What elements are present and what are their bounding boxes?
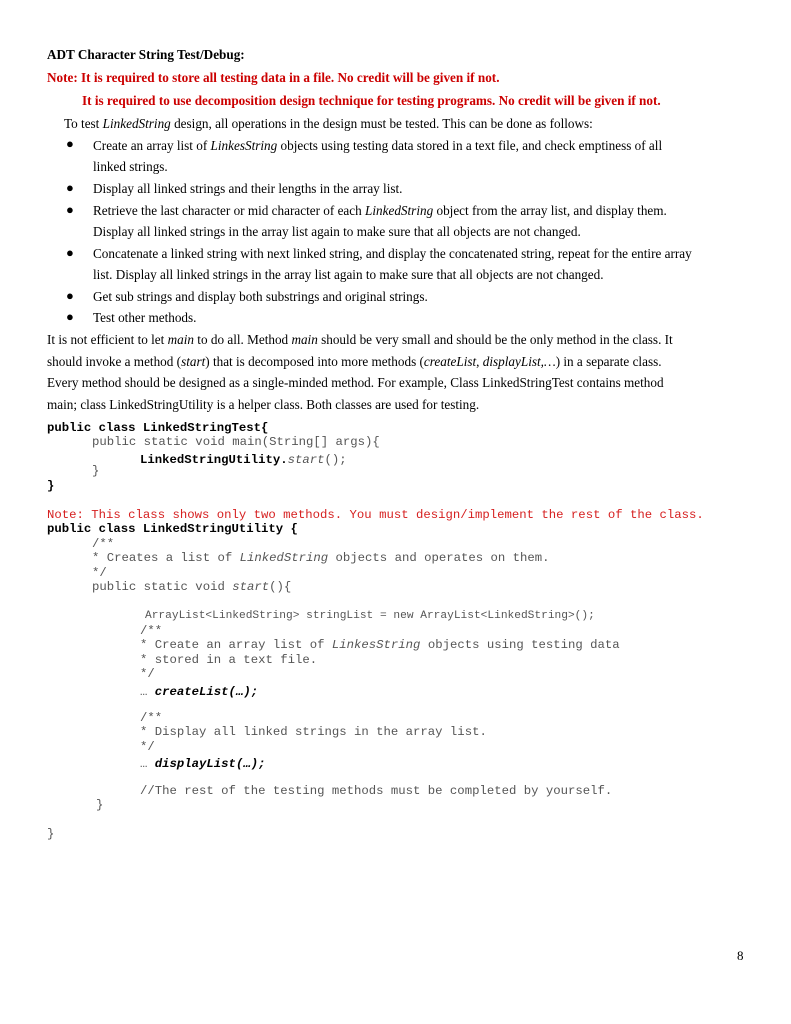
paragraph-line: It is not efficient to let main to do all. Method main should be very small and should be the only method in the class. It (47, 332, 673, 347)
code-line: ArrayList<LinkedString> stringList = new ArrayList<LinkedString>(); (145, 610, 595, 622)
bullet-icon: ● (66, 202, 74, 217)
note-decomposition-requirement: It is required to use decomposition design technique for testing programs. No credit will be given if not. (82, 93, 661, 108)
bullet-item-substrings: Get sub strings and display both substrings and original strings. (93, 289, 428, 304)
note-file-requirement: Note: It is required to store all testing data in a file. No credit will be given if not. (47, 70, 500, 85)
page-heading: ADT Character String Test/Debug: (47, 47, 245, 62)
code-comment: //The rest of the testing methods must be completed by yourself. (140, 784, 613, 798)
code-comment: */ (92, 566, 107, 580)
code-comment: /** (92, 537, 115, 551)
bullet-item-concatenate: Concatenate a linked string with next linked string, and display the concatenated string, repeat for the entire array (93, 246, 692, 261)
bullet-item-create-list-cont: linked strings. (93, 159, 168, 174)
code-line: } (47, 827, 55, 841)
code-note: Note: This class shows only two methods. You must design/implement the rest of the class. (47, 508, 704, 522)
bullet-icon: ● (66, 288, 74, 303)
intro-paragraph: To test LinkedString design, all operations in the design must be tested. This can be done as follows: (64, 116, 593, 131)
paragraph-line: should invoke a method (start) that is decomposed into more methods (createList, displayList,…) in a separate class. (47, 354, 662, 369)
code-comment: /** (140, 624, 163, 638)
bullet-item-display-list: Display all linked strings and their lengths in the array list. (93, 181, 403, 196)
paragraph-line: Every method should be designed as a single-minded method. For example, Class LinkedStringTest contains method (47, 375, 664, 390)
bullet-item-concatenate-cont: list. Display all linked strings in the array list again to make sure that all objects are not changed. (93, 267, 604, 282)
bullet-item-other-methods: Test other methods. (93, 310, 197, 325)
bullet-item-retrieve-char-cont: Display all linked strings in the array list again to make sure that all objects are not changed. (93, 224, 581, 239)
code-line: } (47, 479, 55, 493)
code-line: … createList(…); (140, 685, 259, 699)
code-line: public class LinkedStringUtility { (47, 522, 298, 536)
page-number: 8 (737, 948, 744, 963)
code-line: } (96, 798, 104, 812)
code-line: public static void start(){ (92, 580, 292, 594)
code-line: … displayList(…); (140, 757, 266, 771)
bullet-icon: ● (66, 309, 74, 324)
bullet-icon: ● (66, 136, 74, 151)
code-comment: * stored in a text file. (140, 653, 318, 667)
code-line: public class LinkedStringTest{ (47, 421, 269, 435)
code-comment: * Create an array list of LinkesString objects using testing data (140, 638, 620, 652)
bullet-icon: ● (66, 245, 74, 260)
code-comment: */ (140, 740, 155, 754)
code-comment: */ (140, 667, 155, 681)
code-comment: * Creates a list of LinkedString objects and operates on them. (92, 551, 550, 565)
bullet-item-retrieve-char: Retrieve the last character or mid character of each LinkedString object from the array list, and display them. (93, 203, 667, 218)
code-comment: * Display all linked strings in the array list. (140, 725, 487, 739)
paragraph-line: main; class LinkedStringUtility is a helper class. Both classes are used for testing. (47, 397, 480, 412)
code-comment: /** (140, 711, 163, 725)
code-line: } (92, 464, 100, 478)
code-line: LinkedStringUtility.start(); (140, 453, 347, 467)
code-line: public static void main(String[] args){ (92, 435, 380, 449)
bullet-item-create-list: Create an array list of LinkesString objects using testing data stored in a text file, and check emptiness of all (93, 138, 663, 153)
bullet-icon: ● (66, 180, 74, 195)
